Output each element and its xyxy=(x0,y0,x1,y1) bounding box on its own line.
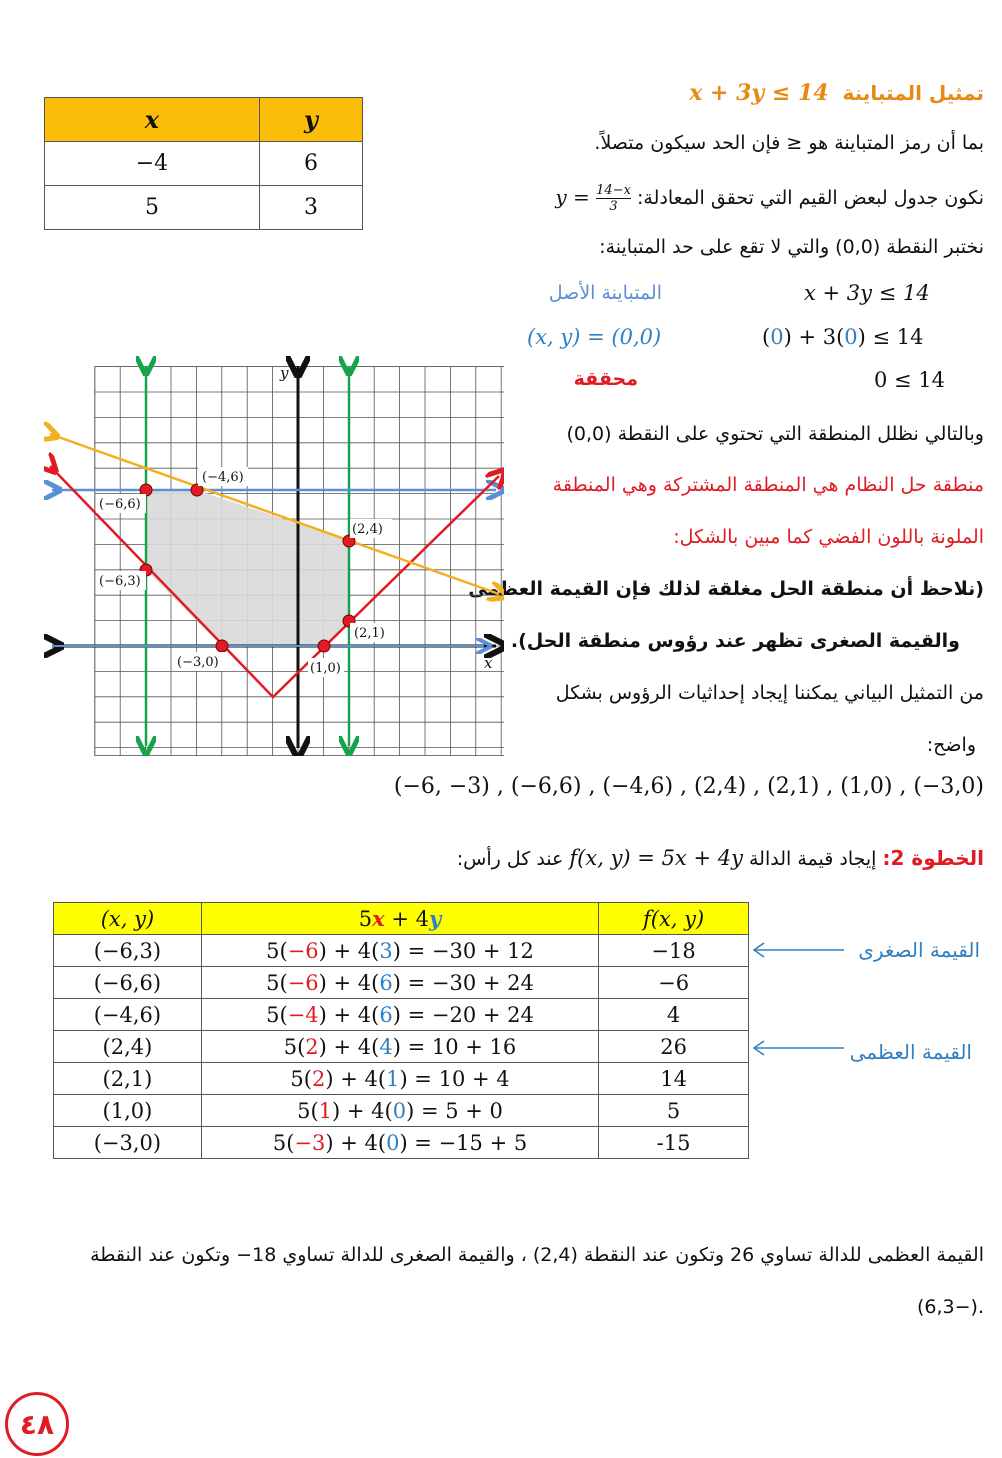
min-label: القيمة الصغرى xyxy=(858,938,980,962)
table-row: (−6,6) 5(−6) + 4(6) = −30 + 24 −6 xyxy=(54,967,749,999)
text-line-8: والقيمة الصغرى تظهر عند رؤوس منطقة الحل). xyxy=(510,630,960,652)
table-row: (2,1) 5(2) + 4(1) = 10 + 4 14 xyxy=(54,1063,749,1095)
inequality-graph xyxy=(44,356,504,756)
table-row: −4 6 xyxy=(45,142,363,186)
test-expr-3: 0 ≤ 14 xyxy=(874,368,946,392)
step2-function: f(x, y) = 5x + 4y xyxy=(569,846,743,870)
table-row: 5 3 xyxy=(45,186,363,230)
text-line-1: بما أن رمز المتباينة هو ≤ فإن الحد سيكون متصلاً. xyxy=(594,132,984,154)
ft-header-expr: 5x + 4y xyxy=(201,903,598,935)
xy-table xyxy=(44,97,363,230)
point-label: (1,0) xyxy=(310,661,341,676)
table-row: (2,4) 5(2) + 4(4) = 10 + 16 26 xyxy=(54,1031,749,1063)
point-label: (2,1) xyxy=(354,626,385,641)
page-number-badge: ٤٨ xyxy=(5,1392,69,1456)
section-inequality: x + 3y ≤ 14 xyxy=(689,80,829,106)
text-line-10: واضح: xyxy=(926,734,976,756)
test-label-1: المتباينة الأصل xyxy=(548,282,662,304)
section-title: تمثيل المتباينة x + 3y ≤ 14 xyxy=(689,80,984,106)
x-axis-label: x xyxy=(484,654,493,672)
xy-header-y: y xyxy=(259,98,362,142)
step2-line: الخطوة 2: إيجاد قيمة الدالة f(x, y) = 5x + 4y عند كل رأس: xyxy=(456,846,984,870)
test-expr-2: (0) + 3(0) ≤ 14 xyxy=(762,325,924,349)
conclusion-line-1: القيمة العظمى للدالة تساوي 26 وتكون عند النقطة (2,4) ، والقيمة الصغرى للدالة تساوي 18− وتكون عند النقطة xyxy=(90,1244,984,1266)
conclusion-line-2: .(−6,3) xyxy=(916,1296,984,1318)
point-label: (−3,0) xyxy=(177,655,219,670)
test-label-3: محققة xyxy=(573,368,638,390)
vertex-point xyxy=(318,640,330,652)
point-label: (−6,6) xyxy=(99,497,141,512)
ft-header-point: (x, y) xyxy=(54,903,202,935)
point-label: (−6,3) xyxy=(99,574,141,589)
table-row: (−3,0) 5(−3) + 4(0) = −15 + 5 -15 xyxy=(54,1127,749,1159)
text-line-9: من التمثيل البياني يمكننا إيجاد إحداثيات الرؤوس بشكل xyxy=(555,682,984,704)
table-row: (−4,6) 5(−4) + 4(6) = −20 + 24 4 xyxy=(54,999,749,1031)
text-line-3: نختبر النقطة (0,0) والتي لا تقع على حد المتباينة: xyxy=(599,236,984,258)
feasible-region xyxy=(146,490,349,646)
xy-header-x: x xyxy=(45,98,260,142)
max-label: القيمة العظمى xyxy=(849,1040,972,1064)
test-label-2: (x, y) = (0,0) xyxy=(527,325,662,349)
table-row: (1,0) 5(1) + 4(0) = 5 + 0 5 xyxy=(54,1095,749,1127)
text-line-5: منطقة حل النظام هي المنطقة المشتركة وهي المنطقة xyxy=(552,474,984,496)
function-table xyxy=(53,902,749,1159)
point-label: (−4,6) xyxy=(202,470,244,485)
text-line-2: نكون جدول لبعض القيم التي تحقق المعادلة: y = $\frac{14-x}{3}$ xyxy=(555,183,984,214)
ft-header-f: f(x, y) xyxy=(599,903,749,935)
table-row: (−6,3) 5(−6) + 4(3) = −30 + 12 −18 xyxy=(54,935,749,967)
y-axis-label: y xyxy=(280,364,289,382)
vertices-list: (−6, −3) , (−6,6) , (−4,6) , (2,4) , (2,1) , (1,0) , (−3,0) xyxy=(393,774,984,799)
point-label: (2,4) xyxy=(352,522,383,537)
text-line-4: وبالتالي نظلل المنطقة التي تحتوي على النقطة (0,0) xyxy=(566,423,984,445)
annotation-arrows xyxy=(750,938,850,1058)
test-expr-1: x + 3y ≤ 14 xyxy=(804,281,930,305)
equation-y: y = $\frac{14-x}{3}$ xyxy=(555,183,631,214)
text-line-7: (نلاحظ أن منطقة الحل مغلقة لذلك فإن القيمة العظمى xyxy=(468,578,984,600)
step2-label: الخطوة 2: xyxy=(882,846,984,870)
vertex-point xyxy=(216,640,228,652)
text-line-6: الملونة باللون الفضي كما مبين بالشكل: xyxy=(673,526,984,548)
